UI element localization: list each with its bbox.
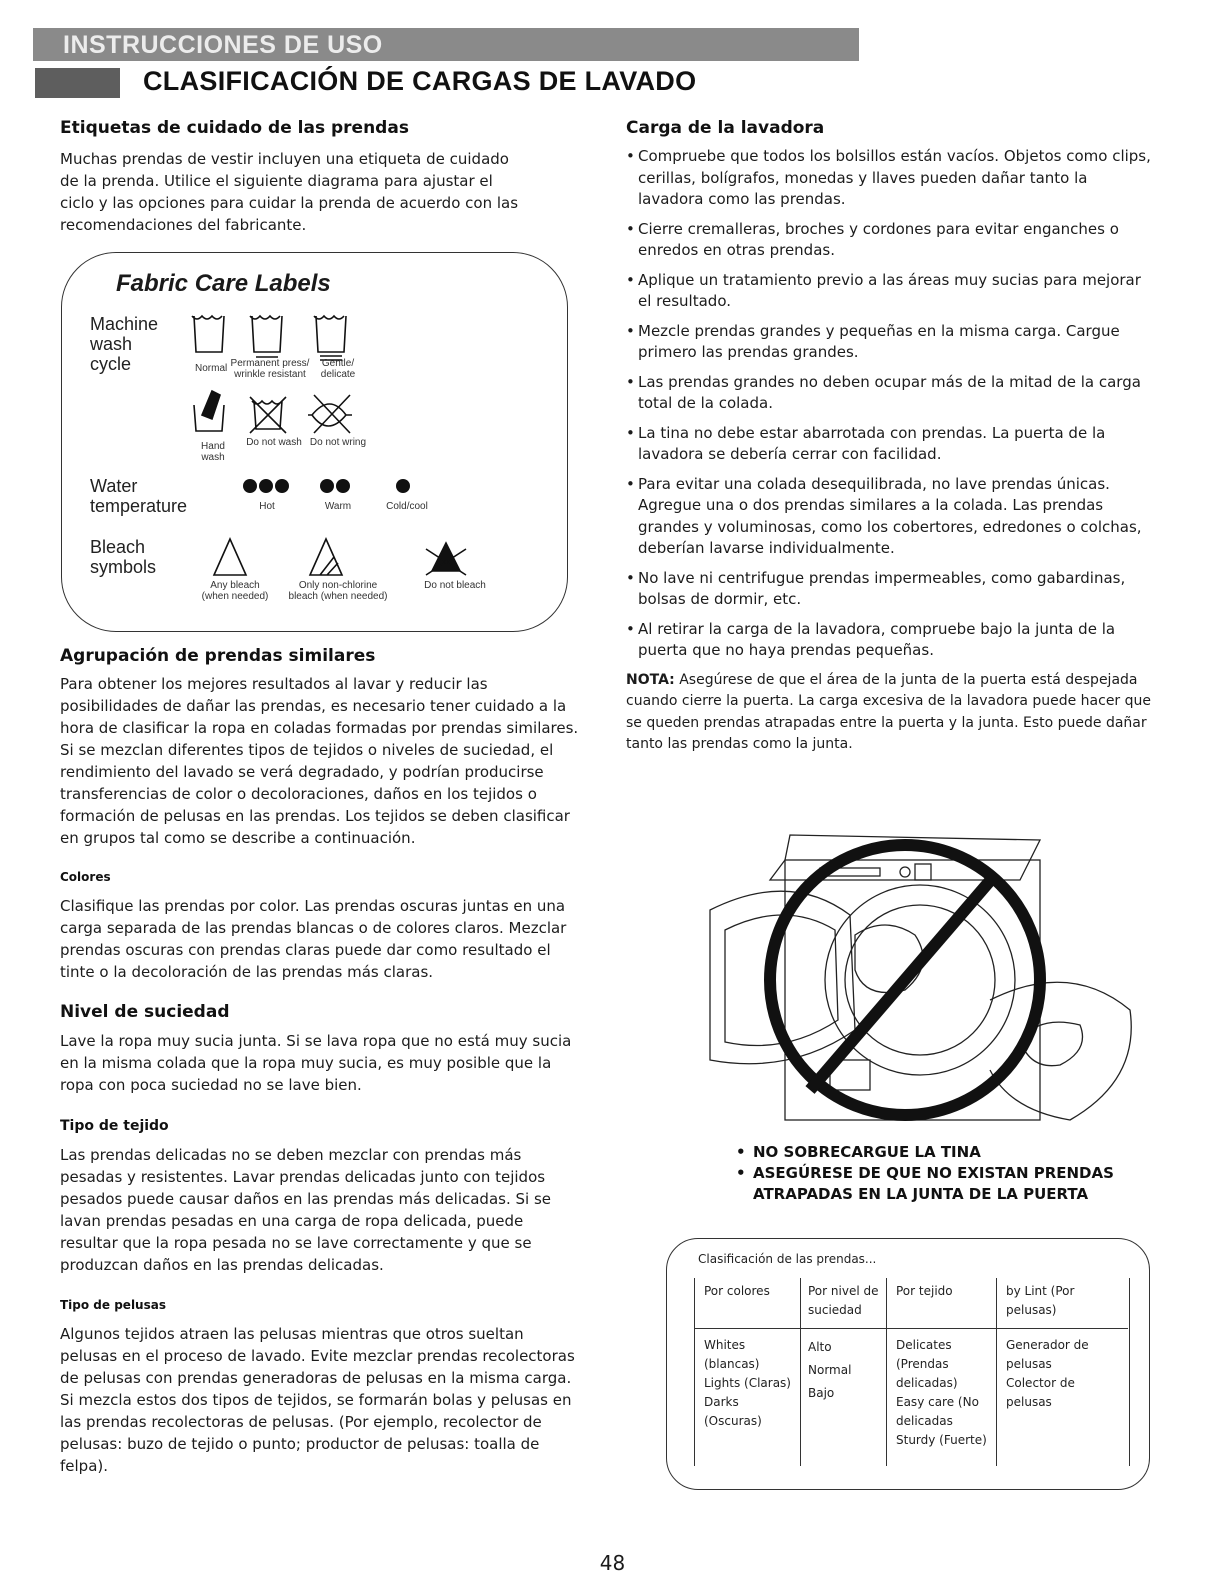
hand-wash-label: Hand wash [201, 441, 225, 463]
fabric-care-title: Fabric Care Labels [116, 270, 331, 297]
warm-dots-icon [320, 478, 352, 497]
list-item: • Las prendas grandes no deben ocupar más de la mitad de la carga total de la colada. [626, 372, 1141, 412]
table-column-soil [808, 1336, 884, 1405]
table-cell: Normal [808, 1363, 852, 1377]
grouping-text: Para obtener los mejores resultados al lavar y reducir las posibilidades de dañar las prendas, es necesario tener cuidado a la hora de clasificar la ropa en coladas formadas por prendas similares. Si se mezclan diferentes tipos de tejidos o niveles de suciedad, el rendimiento del lavado se verá degradado, y podrían producirse transferencias de color o decoloraciones, daños en los tejidos o formación de pelusas en las prendas. Los tejidos se deben clasificar en grupos tal como se describe a continuación. [60, 675, 579, 847]
warm-label: Warm [324, 501, 352, 512]
water-temperature-label: Water temperature [90, 476, 188, 516]
list-item: • Mezcle prendas grandes y pequeñas en la misma carga. Cargue primero las prendas grandes. [626, 321, 1120, 361]
permanent-press-tub-icon [250, 316, 282, 352]
table-cell: Sturdy (Fuerte) [896, 1433, 987, 1447]
care-labels-heading: Etiquetas de cuidado de las prendas [60, 118, 409, 138]
table-header: Por colores [704, 1284, 770, 1298]
colors-heading: Colores [60, 870, 111, 884]
list-item: • Compruebe que todos los bolsillos están vacíos. Objetos como clips, cerillas, bolígrafos, monedas y llaves pueden dañar tanto la lavadora como las prendas. [626, 147, 1151, 208]
warning-item: • NO SOBRECARGUE LA TINA [736, 1143, 981, 1161]
non-chlorine-label: Only non-chlorine bleach (when needed) [288, 580, 388, 602]
do-not-wring-icon [308, 395, 352, 433]
table-cell: Whites (blancas) [704, 1338, 760, 1371]
list-item: • Al retirar la carga de la lavadora, compruebe bajo la junta de la puerta que no haya prendas pequeñas. [626, 619, 1116, 659]
list-item: • No lave ni centrifugue prendas impermeables, como gabardinas, bolsas de dormir, etc. [626, 568, 1126, 608]
bleach-icons [210, 535, 490, 579]
non-chlorine-bleach-icon [310, 539, 342, 575]
page-number: 48 [599, 1551, 626, 1575]
washer-illustration [690, 820, 1150, 1140]
table-cell: Lights (Claras) [704, 1376, 791, 1390]
list-item: • Cierre cremalleras, broches y cordones para evitar enganches o enredos en otras prendas. [626, 219, 1119, 259]
hot-dots-icon [243, 478, 291, 497]
machine-wash-label: Machine wash cycle [90, 314, 159, 374]
permanent-press-label: Permanent press/ wrinkle resistant [230, 358, 310, 380]
normal-label: Normal [195, 363, 228, 374]
hand-wash-icons [190, 385, 380, 437]
table-cell: Darks (Oscuras) [704, 1395, 762, 1428]
header-banner [33, 28, 859, 61]
fabric-type-heading: Tipo de tejido [60, 1118, 169, 1134]
table-column-lint [1006, 1336, 1116, 1412]
table-divider [996, 1278, 997, 1466]
cold-dot-icon [396, 478, 412, 497]
table-column-fabric [896, 1336, 992, 1450]
any-bleach-icon [214, 539, 246, 575]
cold-label: Cold/cool [386, 501, 428, 512]
any-bleach-label: Any bleach (when needed) [201, 580, 269, 602]
care-labels-text: Muchas prendas de vestir incluyen una etiqueta de cuidado de la prenda. Utilice el siguiente diagrama para ajustar el ciclo y las opciones para cuidar la prenda de acuerdo con las recomendaciones del fabricante. [60, 150, 519, 234]
do-not-bleach-icon [432, 543, 460, 571]
hot-label: Hot [259, 501, 275, 512]
wash-tub-icons [190, 312, 380, 362]
list-item: • La tina no debe estar abarrotada con prendas. La puerta de la lavadora se debería cerrar con facilidad. [626, 423, 1106, 463]
fabric-type-text: Las prendas delicadas no se deben mezclar con prendas más pesadas y resistentes. Lavar prendas delicadas junto con tejidos pesados puede causar daños en las prendas más delicadas. Si se lavan prendas pesadas en una carga de ropa delicada, puede resultar que la ropa pesada no se lave correctamente y que se produzcan daños en las prendas delicadas. [60, 1146, 551, 1274]
table-cell: Colector de pelusas [1006, 1376, 1075, 1409]
table-column-colors [704, 1336, 796, 1431]
table-cell: Generador de pelusas [1006, 1338, 1089, 1371]
hand-icon [202, 391, 220, 419]
table-cell: Delicates (Prendas delicadas) [896, 1338, 958, 1390]
table-divider [800, 1278, 801, 1466]
loading-heading: Carga de la lavadora [626, 118, 825, 138]
table-header: by Lint (Por pelusas) [1006, 1284, 1075, 1317]
lint-heading: Tipo de pelusas [60, 1298, 166, 1312]
soil-text: Lave la ropa muy sucia junta. Si se lava ropa que no está muy sucia en la misma colada que la ropa muy sucia, es muy posible que la ropa con poca suciedad no se lave bien. [60, 1032, 572, 1094]
loading-bullets [626, 146, 1156, 756]
table-cell: Easy care (No delicadas [896, 1395, 979, 1428]
list-item: • Aplique un tratamiento previo a las áreas muy sucias para mejorar el resultado. [626, 270, 1141, 310]
section-marker [35, 68, 120, 98]
table-header: Por tejido [896, 1284, 953, 1298]
table-header: Por nivel de suciedad [808, 1284, 879, 1317]
warnings [736, 1142, 1156, 1205]
table-cell: Alto [808, 1340, 832, 1354]
section-title: CLASIFICACIÓN DE CARGAS DE LAVADO [143, 66, 697, 96]
grouping-heading: Agrupación de prendas similares [60, 646, 376, 666]
do-not-wash-icon [250, 397, 286, 433]
lint-text: Algunos tejidos atraen las pelusas mientras que otros sueltan pelusas en el proceso de lavado. Evite mezclar prendas recolectoras de pelusas con prendas generadoras de pelusas en la misma carga. Si mezcla estos dos tipos de tejidos, se formarán bolas y pelusas en las prendas recolectoras de pelusas. (Por ejemplo, recolector de pelusas: buzo de tejido o punto; productor de pelusas: toalla de felpa). [60, 1325, 575, 1475]
colors-text: Clasifique las prendas por color. Las prendas oscuras juntas en una carga separada de las prendas blancas o de colores claros. Mezclar prendas oscuras con prendas claras puede dar como resultado el tinte o la decoloración de las prendas más claras. [60, 897, 567, 981]
table-divider [886, 1278, 887, 1466]
warning-item: • ASEGÚRESE DE QUE NO EXISTAN PRENDAS ATRAPADAS EN LA JUNTA DE LA PUERTA [736, 1164, 1114, 1203]
no-bleach-label: Do not bleach [424, 580, 486, 591]
list-item: • Para evitar una colada desequilibrada, no lave prendas únicas. Agregue una o dos prendas similares a la colada. Las prendas grandes y voluminosas, como los cobertores, edredones o colchas, deberían lavarse individualmente. [626, 474, 1142, 557]
bleach-symbols-label: Bleach symbols [90, 537, 157, 577]
table-cell: Bajo [808, 1386, 835, 1400]
gentle-label: Gentle/ delicate [320, 358, 356, 380]
normal-tub-icon [192, 316, 224, 352]
do-not-wring-label: Do not wring [309, 437, 367, 448]
gentle-tub-icon [314, 316, 346, 352]
note: NOTA: Asegúrese de que el área de la junta de la puerta está despejada cuando cierre la puerta. La carga excesiva de la lavadora puede hacer que se queden prendas atrapadas entre la puerta y la junta. Esto puede dañar tanto las prendas como la junta. [626, 671, 1152, 752]
sorting-table-caption: Clasificación de las prendas... [698, 1252, 877, 1266]
table-header-rule [694, 1328, 1128, 1329]
banner-text: INSTRUCCIONES DE USO [63, 31, 383, 59]
soil-heading: Nivel de suciedad [60, 1002, 230, 1022]
do-not-wash-label: Do not wash [246, 437, 302, 448]
